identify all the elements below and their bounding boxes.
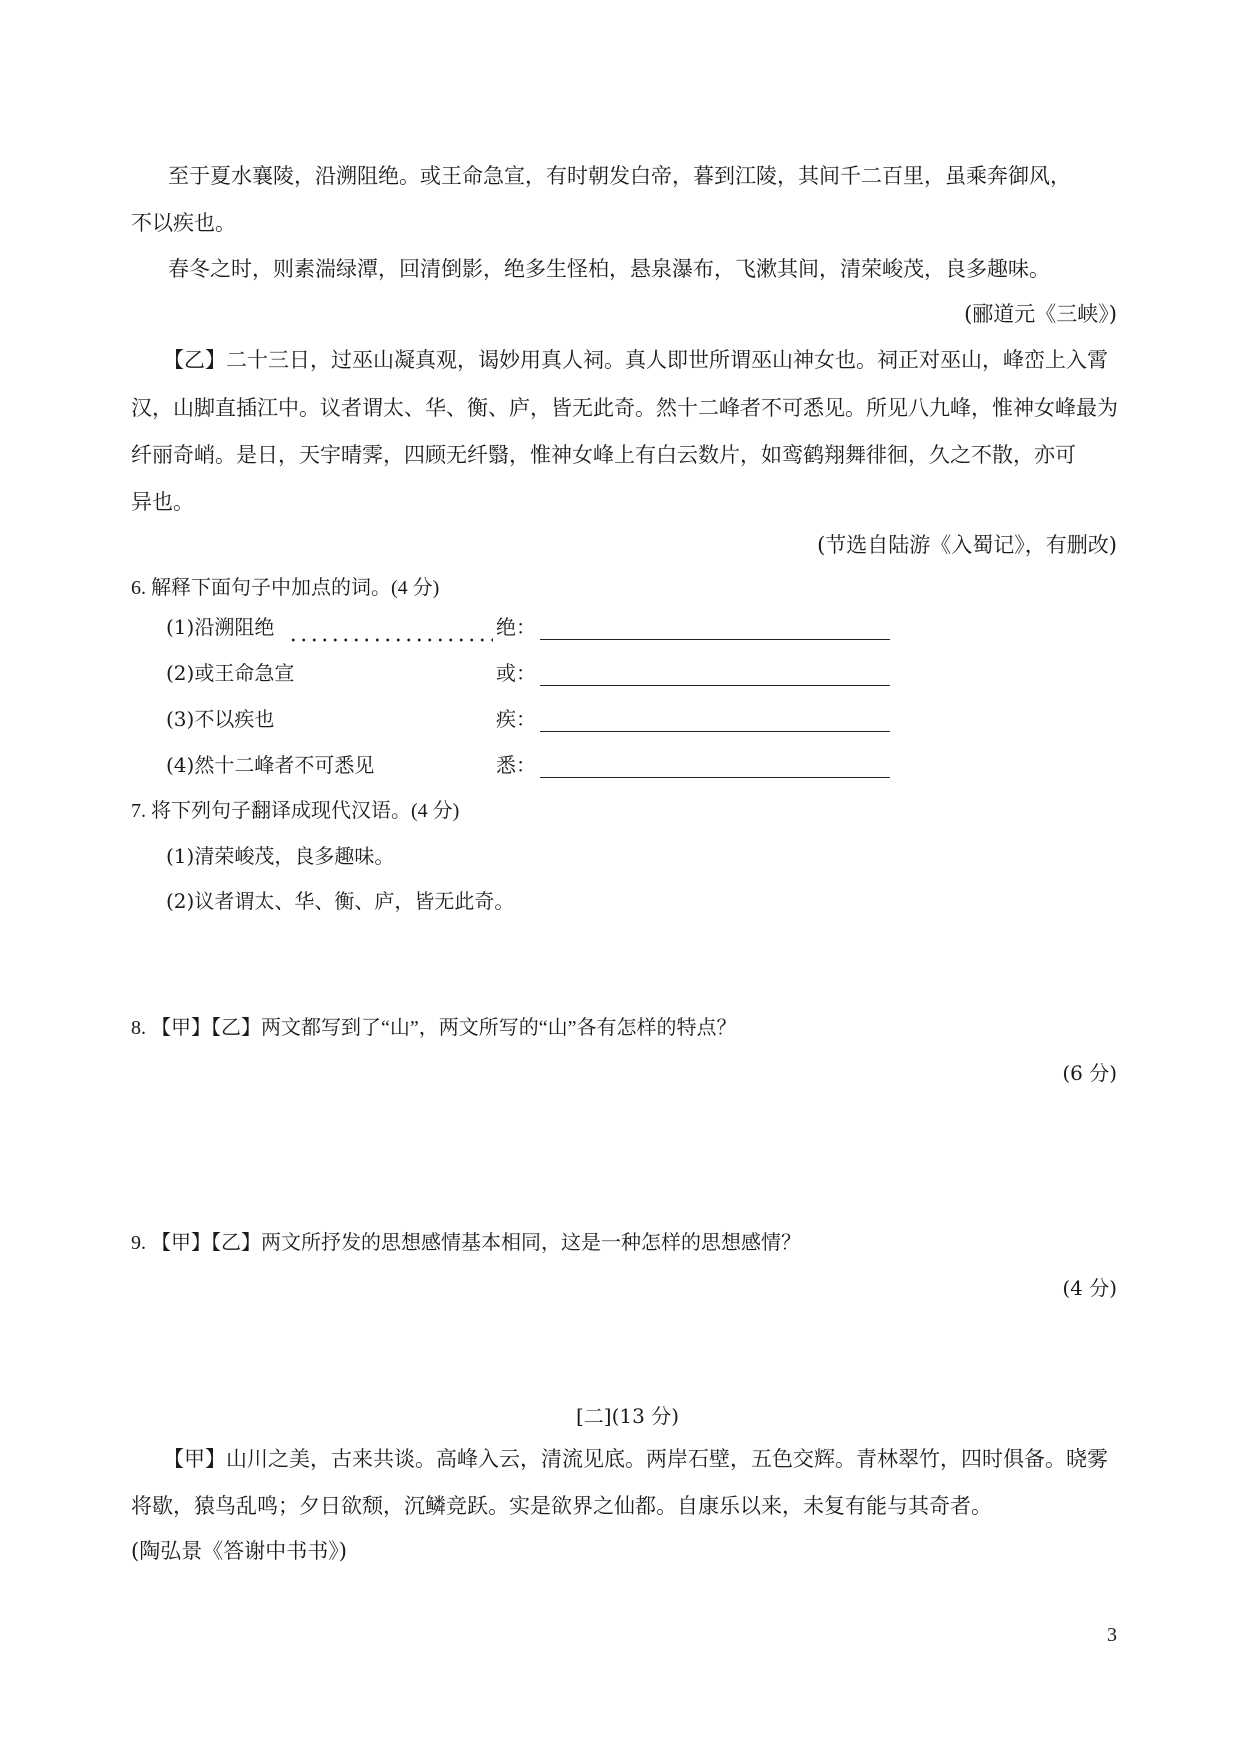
section2-source: (陶弘景《答谢中书书》)	[131, 1539, 347, 1563]
passage-a-source: (郦道元《三峡》)	[964, 302, 1117, 326]
q6-item-4-answer-blank[interactable]	[540, 755, 890, 778]
q6-item-2	[166, 660, 890, 686]
q6-item-1-sentence: (1)沿溯阻绝	[166, 615, 275, 639]
q7-stem: 7. 将下列句子翻译成现代汉语。(4 分)	[131, 800, 460, 822]
q6-stem: 6. 解释下面句子中加点的词。(4 分)	[131, 577, 440, 599]
q9-score: (4 分)	[1062, 1276, 1117, 1300]
q6-item-3-sentence: (3)不以疾也	[166, 707, 275, 731]
q6-item-2-sentence: (2)或王命急宣	[166, 661, 295, 685]
passage-b-line1: 【乙】二十三日，过巫山凝真观，谒妙用真人祠。真人即世所谓巫山神女也。祠正对巫山，峰峦上入霄	[163, 348, 1108, 372]
emphasis-dots	[288, 638, 493, 642]
q6-item-3-word: 疾：	[496, 707, 536, 731]
q6-item-4-sentence: (4)然十二峰者不可悉见	[166, 753, 375, 777]
q6-item-2-answer-blank[interactable]	[540, 663, 890, 686]
q8-stem: 8. 【甲】【乙】两文都写到了“山”，两文所写的“山”各有怎样的特点？	[131, 1017, 737, 1039]
section2-heading: [二](13 分)	[576, 1404, 680, 1428]
q6-item-3	[166, 706, 890, 732]
q6-item-4	[166, 752, 890, 778]
q7-item-2: (2)议者谓太、华、衡、庐，皆无此奇。	[166, 889, 515, 913]
q6-item-1-answer-blank[interactable]	[540, 617, 890, 640]
q6-item-1-word: 绝：	[496, 615, 536, 639]
q8-score: (6 分)	[1062, 1061, 1117, 1085]
q6-item-4-word: 悉：	[496, 753, 536, 777]
section2-line2: 将歇，猿鸟乱鸣；夕日欲颓，沉鳞竞跃。实是欲界之仙都。自康乐以来，未复有能与其奇者。	[131, 1494, 992, 1518]
q9-stem: 9. 【甲】【乙】两文所抒发的思想感情基本相同，这是一种怎样的思想感情？	[131, 1232, 801, 1254]
passage-b-line3: 纤丽奇峭。是日，天宇晴霁，四顾无纤翳，惟神女峰上有白云数片，如鸾鹤翔舞徘徊，久之不散，亦可	[131, 443, 1076, 467]
passage-a-para2: 春冬之时，则素湍绿潭，回清倒影，绝多生怪柏，悬泉瀑布，飞漱其间，清荣峻茂，良多趣味。	[168, 257, 1050, 281]
page-number: 3	[1107, 1624, 1117, 1646]
section2-line1: 【甲】山川之美，古来共谈。高峰入云，清流见底。两岸石壁，五色交辉。青林翠竹，四时俱备。晓雾	[163, 1447, 1108, 1471]
passage-b-source: (节选自陆游《入蜀记》，有删改)	[817, 533, 1117, 557]
q6-item-1	[166, 614, 890, 640]
q6-item-3-answer-blank[interactable]	[540, 709, 890, 732]
passage-a-para1-cont: 不以疾也。	[131, 211, 236, 235]
q7-item-1: (1)清荣峻茂，良多趣味。	[166, 844, 395, 868]
passage-a-para1: 至于夏水襄陵，沿溯阻绝。或王命急宣，有时朝发白帝，暮到江陵，其间千二百里，虽乘奔御风，	[168, 164, 1071, 188]
passage-b-line2: 汉，山脚直插江中。议者谓太、华、衡、庐，皆无此奇。然十二峰者不可悉见。所见八九峰，惟神女峰最为	[131, 396, 1118, 420]
passage-b-line4: 异也。	[131, 490, 194, 514]
q6-item-2-word: 或：	[496, 661, 536, 685]
